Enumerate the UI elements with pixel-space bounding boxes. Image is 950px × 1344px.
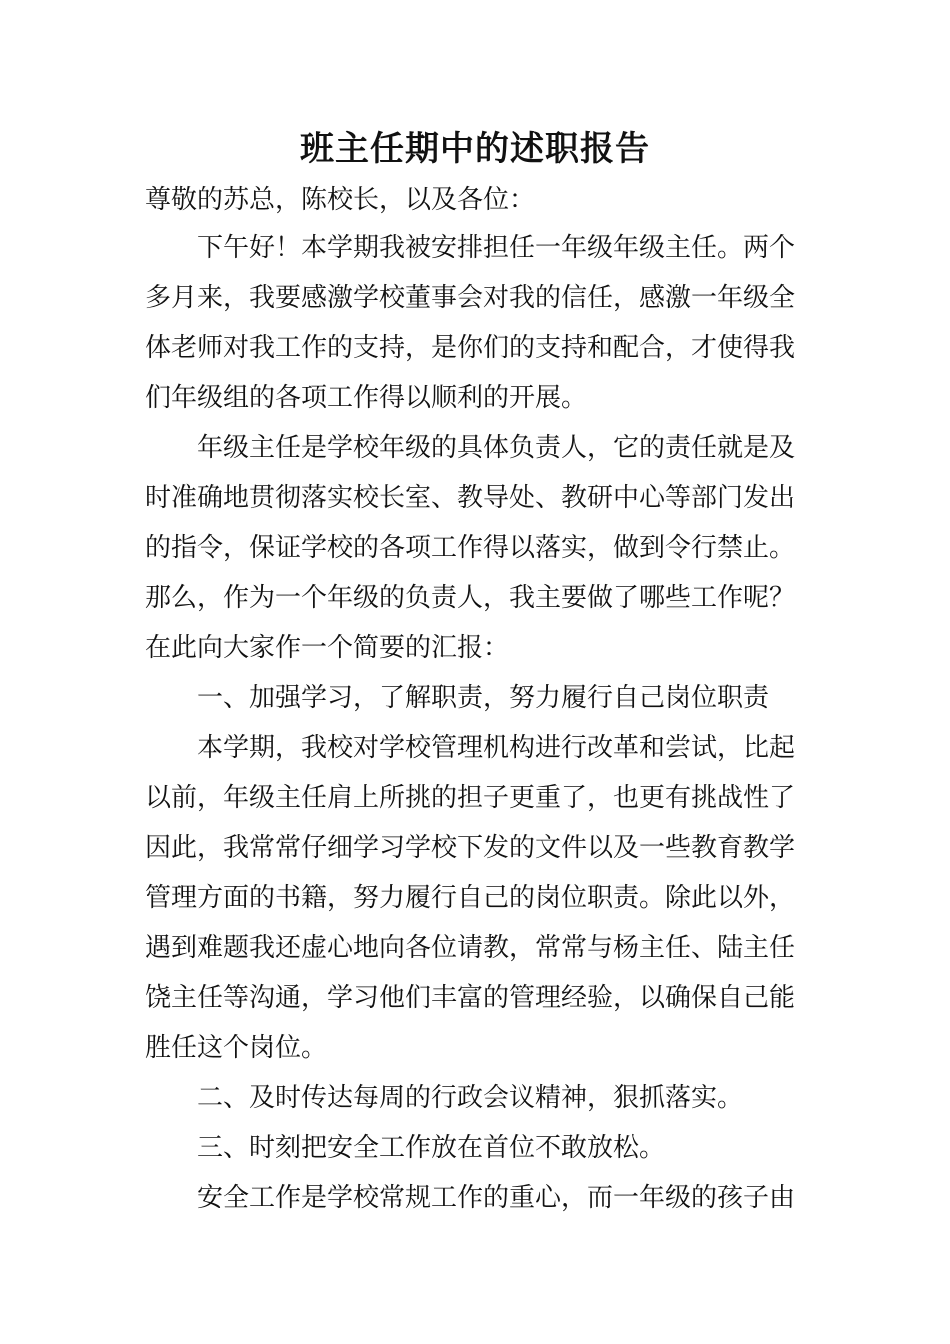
paragraph-line: 管理方面的书籍，努力履行自己的岗位职责。除此以外， [145, 883, 796, 913]
paragraph-line: 年级主任是学校年级的具体负责人，它的责任就是及 [197, 433, 796, 463]
paragraph-line: 胜任这个岗位。 [145, 1033, 328, 1063]
section-heading: 一、加强学习，了解职责，努力履行自己岗位职责 [197, 683, 770, 713]
paragraph-line: 以前，年级主任肩上所挑的担子更重了，也更有挑战性了 [145, 783, 796, 813]
greeting-line: 尊敬的苏总，陈校长，以及各位： [145, 185, 536, 215]
paragraph-line: 们年级组的各项工作得以顺利的开展。 [145, 383, 588, 413]
paragraph-line: 本学期，我校对学校管理机构进行改革和尝试，比起 [197, 733, 796, 763]
paragraph-line: 那么，作为一个年级的负责人，我主要做了哪些工作呢？ [145, 583, 796, 613]
paragraph-line: 遇到难题我还虚心地向各位请教，常常与杨主任、陆主任 [145, 933, 796, 963]
paragraph-line: 的指令，保证学校的各项工作得以落实，做到令行禁止。 [145, 533, 796, 563]
paragraph-line: 饶主任等沟通，学习他们丰富的管理经验，以确保自己能 [145, 983, 796, 1013]
paragraph-line: 多月来，我要感激学校董事会对我的信任，感激一年级全 [145, 283, 796, 313]
section-heading: 二、及时传达每周的行政会议精神，狠抓落实。 [197, 1083, 744, 1113]
document-title: 班主任期中的述职报告 [300, 129, 650, 169]
paragraph-line: 体老师对我工作的支持，是你们的支持和配合，才使得我 [145, 333, 796, 363]
paragraph-line: 安全工作是学校常规工作的重心，而一年级的孩子由 [197, 1183, 796, 1213]
paragraph-line: 时准确地贯彻落实校长室、教导处、教研中心等部门发出 [145, 483, 796, 513]
paragraph-line: 下午好！本学期我被安排担任一年级年级主任。两个 [197, 233, 796, 263]
section-heading: 三、时刻把安全工作放在首位不敢放松。 [197, 1133, 666, 1163]
paragraph-line: 在此向大家作一个简要的汇报： [145, 633, 510, 663]
paragraph-line: 因此，我常常仔细学习学校下发的文件以及一些教育教学 [145, 833, 796, 863]
